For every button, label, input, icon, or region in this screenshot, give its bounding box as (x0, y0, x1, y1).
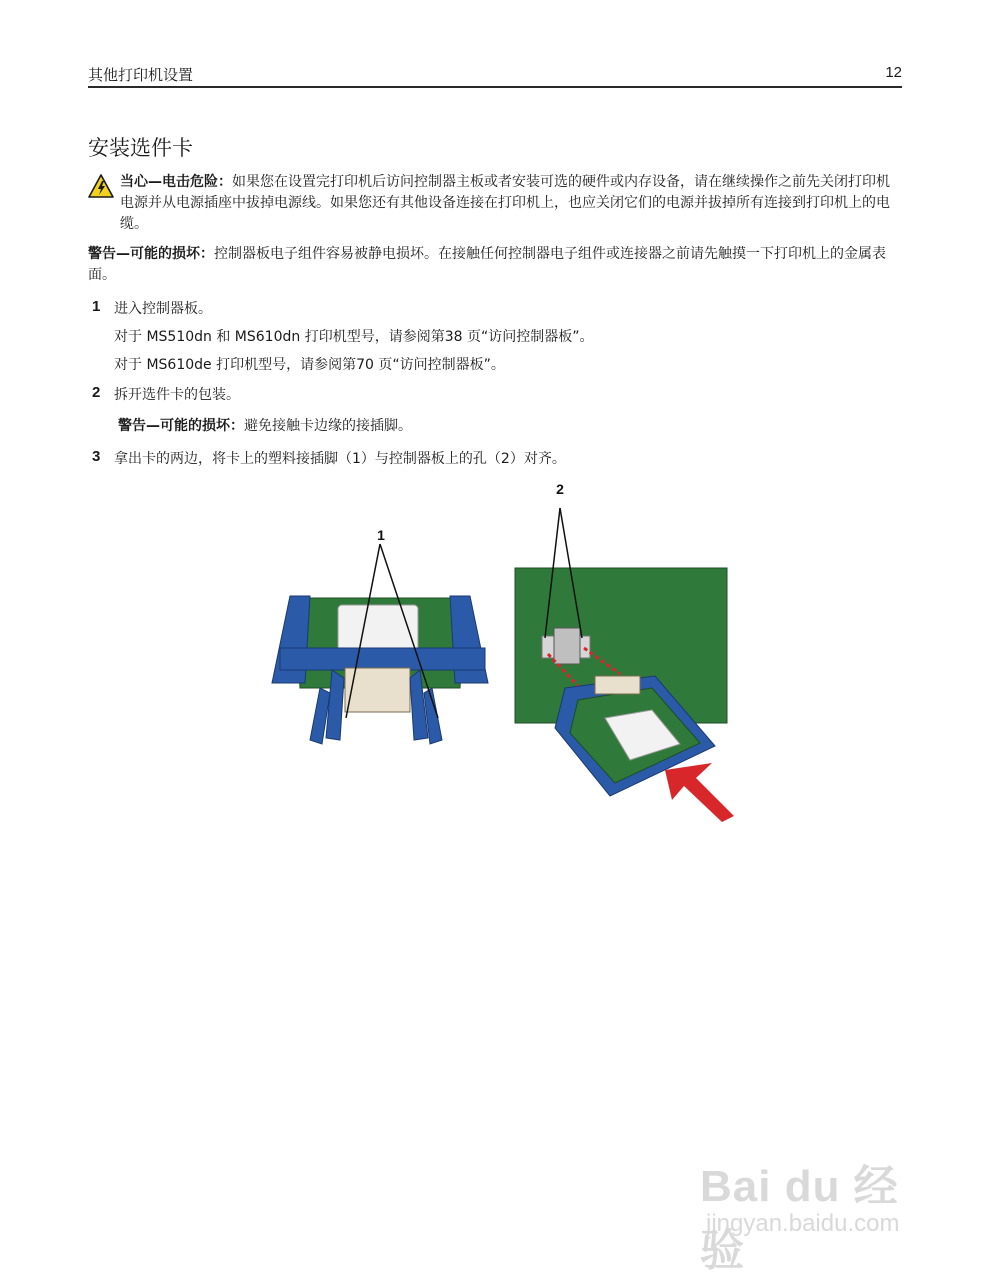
danger-label: 当心—电击危险： (120, 174, 232, 190)
baidu-jingyan-watermark (700, 1130, 940, 1275)
step-number: 3 (92, 448, 101, 465)
step-text: 拆开选件卡的包装。 (114, 387, 240, 403)
warning-label: 警告—可能的损坏： (88, 246, 214, 262)
step-number: 2 (92, 384, 101, 401)
step-text: 进入控制器板。 (114, 301, 212, 317)
page-number: 12 (885, 64, 902, 81)
danger-notice (88, 172, 898, 235)
watermark-brand: Bai du 经验 (700, 1162, 899, 1275)
page-header (88, 64, 902, 88)
step-text: 拿出卡的两边，将卡上的塑料接插脚（1）与控制器板上的孔（2）对齐。 (114, 451, 566, 467)
option-card-left (272, 544, 488, 744)
step-2-warning-text: 避免接触卡边缘的接插脚。 (244, 418, 412, 434)
option-card-illustration (260, 478, 750, 828)
callout-2: 2 (556, 481, 564, 497)
danger-text: 如果您在设置完打印机后访问控制器主板或者安装可选的硬件或内存设备，请在继续操作之前先关闭打印机电源并从电源插座中拔掉电源线。如果您还有其他设备连接在打印机上，也应关闭它们的电源并拔掉所有连接到打印机上的电缆。 (120, 174, 890, 232)
watermark-url: jingyan.baidu.com (706, 1210, 900, 1237)
callout-1: 1 (377, 527, 385, 543)
electric-shock-warning-icon (88, 174, 114, 198)
step-2-warning (118, 415, 412, 435)
step-number: 1 (92, 298, 101, 315)
controller-board-right (515, 508, 727, 796)
damage-warning (88, 244, 898, 286)
step-2-warning-label: 警告—可能的损坏： (118, 418, 244, 434)
insert-direction-arrow (665, 763, 734, 822)
step-1-sub-1: 对于 MS510dn 和 MS610dn 打印机型号，请参阅第38 页“访问控制器板”。 (114, 329, 594, 345)
section-title: 其他打印机设置 (88, 66, 194, 84)
step-1-sub-2: 对于 MS610de 打印机型号，请参阅第70 页“访问控制器板”。 (114, 357, 505, 373)
page-title: 安装选件卡 (88, 136, 193, 160)
warning-text: 控制器板电子组件容易被静电损坏。在接触任何控制器电子组件或连接器之前请先触摸一下打印机上的金属表面。 (88, 246, 886, 283)
